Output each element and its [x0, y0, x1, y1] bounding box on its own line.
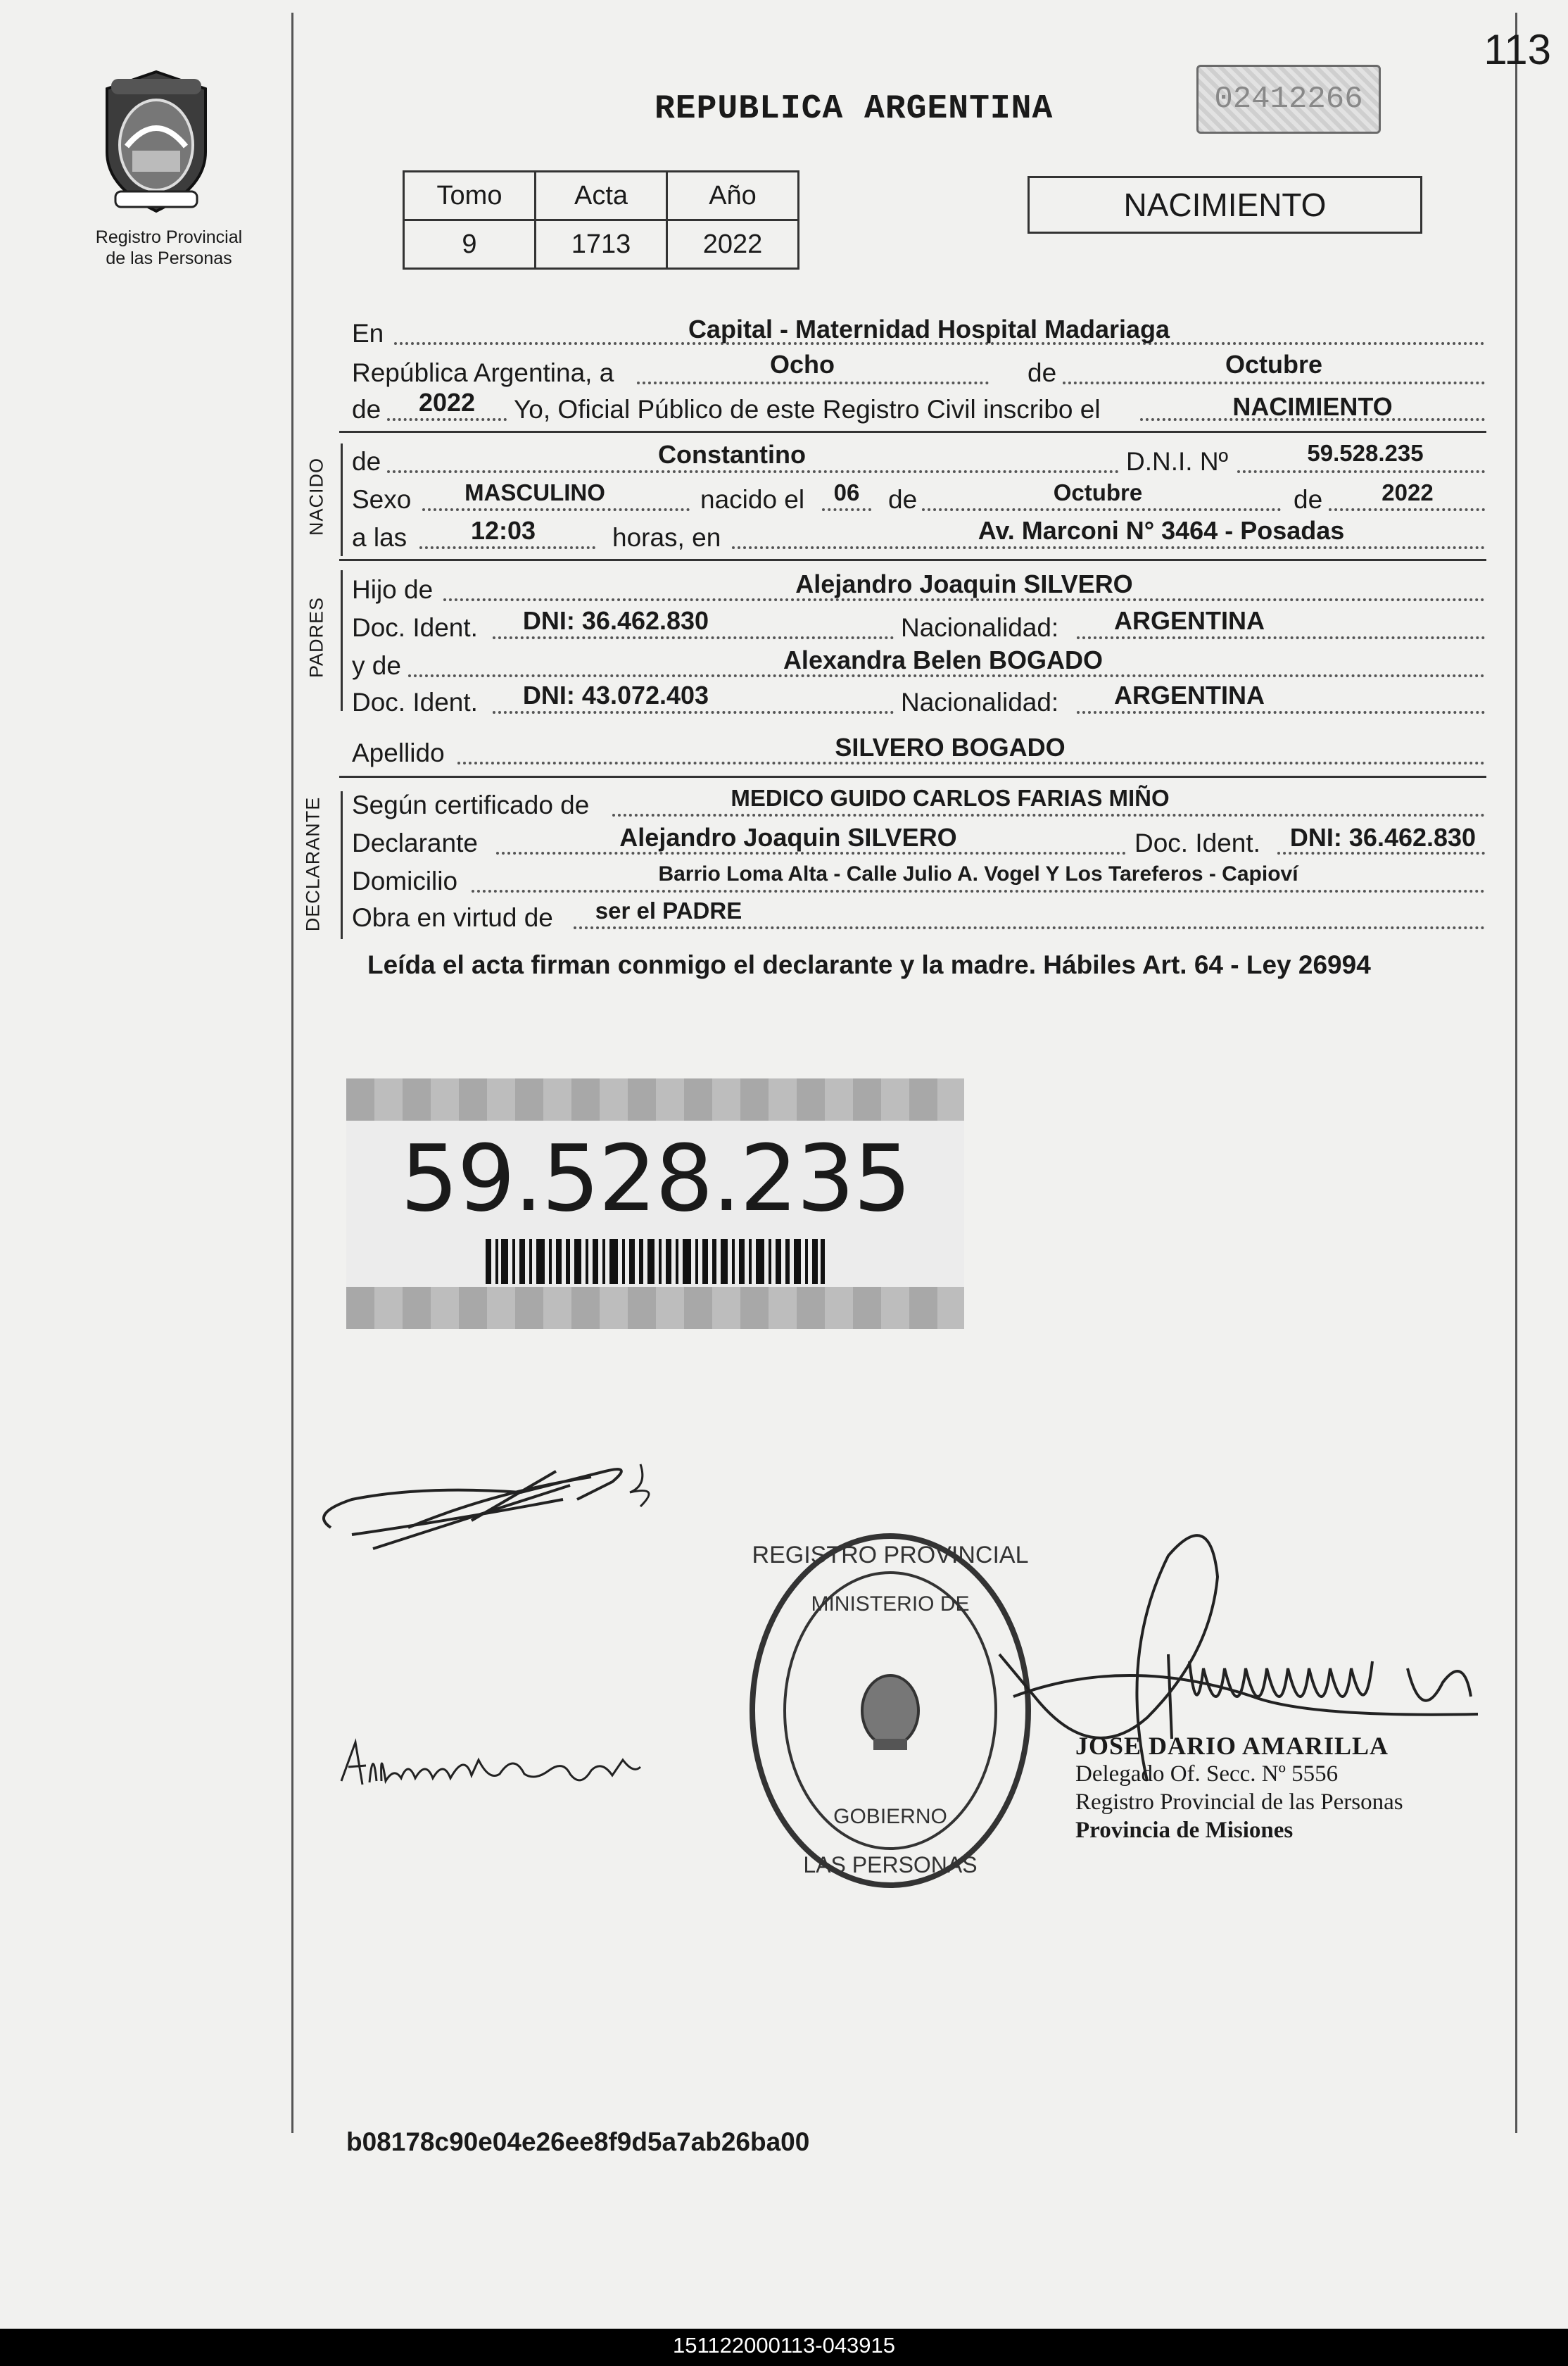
legal-text: Leída el acta firman conmigo el declarante y la madre. Hábiles Art. 64 - Ley 26994 [367, 950, 1371, 979]
label-hijo-de: Hijo de [352, 575, 434, 604]
row-date [352, 350, 1485, 387]
label-dni: D.N.I. Nº [1126, 447, 1229, 476]
sticker-band-bottom [346, 1287, 964, 1329]
row-father-doc [352, 606, 1485, 642]
section-rule [339, 559, 1486, 561]
place-value: Capital - Maternidad Hospital Madariaga [688, 315, 1170, 344]
birth-month-value: Octubre [1053, 479, 1143, 505]
dotted-fill [422, 508, 690, 511]
declarant-name-value: Alejandro Joaquin SILVERO [619, 823, 957, 852]
label-nacionalidad: Nacionalidad: [901, 688, 1059, 717]
label-segun: Según certificado de [352, 791, 590, 819]
mother-nationality-value: ARGENTINA [1114, 681, 1265, 710]
dotted-fill [493, 711, 894, 714]
label-y-de: y de [352, 651, 401, 680]
label-a-las: a las [352, 523, 407, 552]
document-type-box: NACIMIENTO [1028, 176, 1422, 234]
label-de: de [352, 447, 381, 476]
label-apellido: Apellido [352, 738, 445, 767]
reference-header-row [404, 172, 799, 220]
label-republica: República Argentina, a [352, 358, 614, 387]
section-rule [339, 776, 1486, 778]
svg-text:GOBIERNO: GOBIERNO [833, 1805, 947, 1828]
month-text-value: Octubre [1225, 350, 1323, 379]
svg-text:LAS PERSONAS: LAS PERSONAS [803, 1852, 978, 1877]
dotted-fill [387, 470, 1119, 473]
sticker-band-top [346, 1078, 964, 1121]
dotted-fill [1329, 508, 1485, 511]
dni-value: 59.528.235 [1307, 440, 1424, 466]
reason-value: ser el PADRE [595, 898, 742, 924]
row-sex-birth [352, 479, 1485, 514]
row-certificate [352, 785, 1485, 819]
row-place [352, 315, 1485, 348]
label-doc-ident: Doc. Ident. [1134, 829, 1260, 857]
dotted-fill [408, 674, 1485, 677]
logo-caption [67, 227, 271, 269]
reference-header: Acta [536, 172, 667, 220]
declarant-doc-value: DNI: 36.462.830 [1289, 823, 1477, 852]
side-label-declarante: DECLARANTE [302, 796, 324, 932]
logo-caption-line2: de las Personas [106, 248, 232, 268]
dotted-fill [574, 926, 1485, 929]
logo-caption-line1: Registro Provincial [95, 227, 243, 247]
dotted-fill [419, 546, 595, 549]
serial-stamp: 02412266 [1196, 65, 1381, 134]
dotted-fill [1277, 852, 1485, 855]
label-nacionalidad: Nacionalidad: [901, 613, 1059, 642]
label-doc-ident: Doc. Ident. [352, 613, 478, 642]
name-value: Constantino [658, 440, 806, 469]
sticker-number: 59.528.235 [400, 1125, 911, 1232]
label-de: de [352, 395, 381, 424]
dotted-fill [732, 546, 1485, 549]
row-name [352, 440, 1485, 476]
label-en: En [352, 319, 384, 348]
mother-doc-value: DNI: 43.072.403 [522, 681, 709, 710]
official-province: Provincia de Misiones [1075, 1818, 1294, 1843]
dotted-fill [472, 890, 1485, 893]
mother-signature [338, 1732, 647, 1809]
certificate-value: MEDICO GUIDO CARLOS FARIAS MIÑO [731, 785, 1170, 811]
reference-table [403, 170, 799, 270]
right-margin-line [1515, 13, 1517, 2133]
time-value: 12:03 [470, 516, 536, 545]
padres-bracket [341, 570, 343, 711]
dotted-fill [922, 508, 1281, 511]
dotted-fill [1077, 636, 1485, 639]
official-role: Delegado Of. Secc. Nº 5556 [1075, 1761, 1339, 1787]
row-reason [352, 898, 1485, 932]
declarante-bracket [341, 791, 343, 939]
label-doc-ident: Doc. Ident. [352, 688, 478, 717]
dotted-fill [612, 814, 1485, 817]
side-label-nacido: NACIDO [305, 458, 327, 536]
label-de: de [888, 485, 918, 514]
label-de: de [1028, 358, 1057, 387]
row-mother [352, 646, 1485, 680]
row-time-place [352, 516, 1485, 552]
reference-value-row [404, 220, 799, 269]
year-value: 2022 [418, 388, 476, 417]
row-mother-doc [352, 681, 1485, 717]
dotted-fill [637, 382, 989, 384]
label-horas-en: horas, en [612, 523, 721, 552]
birth-day-value: 06 [833, 479, 860, 505]
official-name: JOSE DARIO AMARILLA [1075, 1732, 1389, 1760]
dotted-fill [1237, 470, 1485, 473]
label-de: de [1294, 485, 1323, 514]
tomo-value: 9 [404, 220, 536, 269]
label-obra: Obra en virtud de [352, 903, 553, 932]
registrar-signature [310, 1443, 690, 1563]
father-doc-value: DNI: 36.462.830 [522, 606, 709, 635]
svg-text:MINISTERIO DE: MINISTERIO DE [811, 1592, 970, 1616]
document-hash: b08178c90e04e26ee8f9d5a7ab26ba00 [346, 2127, 810, 2156]
row-father [352, 570, 1485, 604]
row-year-act [352, 388, 1485, 424]
side-label-padres: PADRES [305, 596, 327, 679]
nacido-bracket [341, 443, 343, 556]
day-text-value: Ocho [769, 350, 835, 379]
dotted-fill [457, 762, 1485, 764]
dotted-fill [496, 852, 1126, 855]
page-number: 113 [1484, 26, 1551, 73]
official-stamp-text [1075, 1732, 1403, 1844]
mother-name-value: Alexandra Belen BOGADO [783, 646, 1104, 674]
label-nacido-el: nacido el [700, 485, 805, 514]
barcode [486, 1239, 825, 1284]
address-value: Barrio Loma Alta - Calle Julio A. Vogel Y Los Tareferos - Capioví [658, 862, 1298, 886]
anio-value: 2022 [667, 220, 799, 269]
sex-value: MASCULINO [464, 479, 605, 505]
left-margin-line [291, 13, 293, 2133]
dotted-fill [822, 508, 871, 511]
dotted-fill [387, 418, 507, 421]
birth-year-value: 2022 [1382, 479, 1434, 505]
dotted-fill [1063, 382, 1485, 384]
acta-value: 1713 [536, 220, 667, 269]
row-surname [352, 733, 1485, 767]
surname-value: SILVERO BOGADO [835, 733, 1066, 762]
label-yo: Yo, Oficial Público de este Registro Civil inscribo el [514, 395, 1101, 424]
official-office: Registro Provincial de las Personas [1075, 1789, 1403, 1815]
reference-header: Tomo [404, 172, 536, 220]
row-declarant [352, 823, 1485, 857]
father-name-value: Alejandro Joaquin SILVERO [795, 570, 1133, 598]
section-rule [339, 431, 1486, 433]
act-type-value: NACIMIENTO [1232, 392, 1393, 421]
label-sexo: Sexo [352, 485, 412, 514]
dotted-fill [493, 636, 894, 639]
birth-place-value: Av. Marconi N° 3464 - Posadas [978, 516, 1345, 545]
dni-sticker [346, 1078, 964, 1329]
dotted-fill [1077, 711, 1485, 714]
province-emblem-logo [100, 68, 213, 215]
svg-text:REGISTRO PROVINCIAL: REGISTRO PROVINCIAL [752, 1542, 1029, 1568]
label-declarante: Declarante [352, 829, 478, 857]
father-nationality-value: ARGENTINA [1114, 606, 1265, 635]
reference-header: Año [667, 172, 799, 220]
row-address [352, 862, 1485, 895]
label-domicilio: Domicilio [352, 867, 458, 895]
footer-code: 151122000113-043915 [672, 2333, 896, 2358]
dotted-fill [443, 598, 1485, 601]
country-title: REPUBLICA ARGENTINA [655, 90, 1054, 128]
